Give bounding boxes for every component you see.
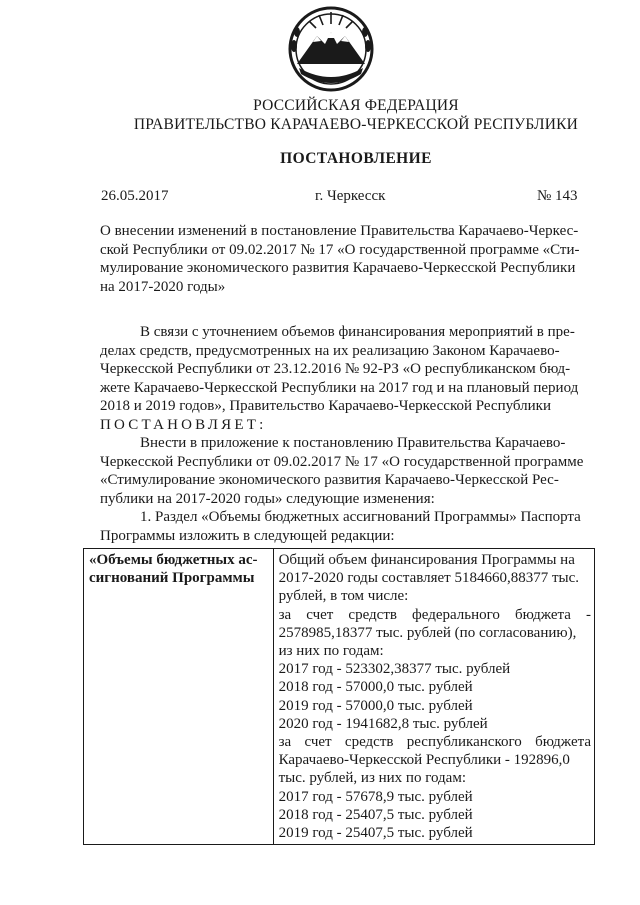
body-line-resolves: ПОСТАНОВЛЯЕТ:: [100, 416, 267, 433]
content-line: 2017 год - 57678,9 тыс. рублей: [278, 788, 473, 805]
body-line: 1. Раздел «Объемы бюджетных ассигнований Программы» Паспорта: [140, 509, 581, 525]
body-line: Черкесской Республики от 23.12.2016 № 92-РЗ «О республиканском бюд-: [100, 361, 571, 377]
document-subject: [100, 222, 605, 296]
body-line: Программы изложить в следующей редакции:: [100, 527, 395, 544]
document-city: г. Черкесск: [315, 188, 386, 204]
subject-line: О внесении изменений в постановление Правительства Карачаево-Черкес-: [100, 223, 579, 239]
body-line: «Стимулирование экономического развития Карачаево-Черкесской Рес-: [100, 472, 559, 488]
body-line: жете Карачаево-Черкесской Республики на 2017 год и на плановый период: [100, 379, 579, 396]
subject-line: на 2017-2020 годы»: [100, 278, 226, 295]
body-line: публики на 2017-2020 годы» следующие изменения:: [100, 490, 435, 507]
table-cell-content: [273, 549, 594, 845]
document-date: 26.05.2017: [101, 188, 169, 204]
heading-line: сигнований Программы: [89, 570, 255, 587]
content-line: 2578985,18377 тыс. рублей (по согласованию),: [278, 624, 577, 641]
body-line: Черкесской Республики от 09.02.2017 № 17 «О государственной программе: [100, 453, 584, 470]
table-cell-heading: [84, 549, 274, 845]
content-line: Общий объем финансирования Программы на: [278, 552, 575, 568]
content-line: Карачаево-Черкесской Республики - 192896,0: [278, 752, 570, 769]
document-number: № 143: [537, 188, 578, 204]
header-government: ПРАВИТЕЛЬСТВО КАРАЧАЕВО-ЧЕРКЕССКОЙ РЕСПУБЛИКИ: [133, 116, 579, 133]
document-body: [100, 323, 605, 545]
content-line: из них по годам:: [278, 643, 384, 660]
budget-table: [83, 548, 595, 845]
coat-of-arms-emblem: [283, 6, 379, 92]
subject-line: ской Республики от 09.02.2017 № 17 «О государственной программе «Сти-: [100, 241, 580, 258]
content-line: рублей, в том числе:: [278, 588, 409, 605]
content-line: 2019 год - 25407,5 тыс. рублей: [278, 825, 473, 842]
body-line: 2018 и 2019 годов», Правительство Карачаево-Черкесской Республики: [100, 398, 551, 414]
document-title: ПОСТАНОВЛЕНИЕ: [280, 150, 432, 167]
content-line: 2017 год - 523302,38377 тыс. рублей: [278, 661, 511, 678]
content-line: 2020 год - 1941682,8 тыс. рублей: [278, 715, 488, 732]
heading-line: «Объемы бюджетных ас-: [89, 552, 258, 568]
content-line: 2018 год - 57000,0 тыс. рублей: [278, 679, 473, 696]
subject-line: мулирование экономического развития Карачаево-Черкесской Республики: [100, 260, 576, 276]
content-line: за счет средств республиканского бюджета: [278, 734, 591, 751]
body-line: В связи с уточнением объемов финансирования мероприятий в пре-: [140, 324, 575, 340]
content-line: 2018 год - 25407,5 тыс. рублей: [278, 806, 473, 823]
content-line: тыс. рублей, из них по годам:: [278, 770, 466, 787]
content-line: 2019 год - 57000,0 тыс. рублей: [278, 697, 473, 714]
header-country: РОССИЙСКАЯ ФЕДЕРАЦИЯ: [253, 97, 459, 114]
table-row: [84, 549, 595, 845]
body-line: делах средств, предусмотренных на их реализацию Законом Карачаево-: [100, 342, 560, 359]
body-line: Внести в приложение к постановлению Правительства Карачаево-: [140, 435, 566, 451]
content-line: 2017-2020 годы составляет 5184660,88377 тыс.: [278, 570, 580, 587]
content-line: за счет средств федерального бюджета -: [278, 606, 591, 623]
